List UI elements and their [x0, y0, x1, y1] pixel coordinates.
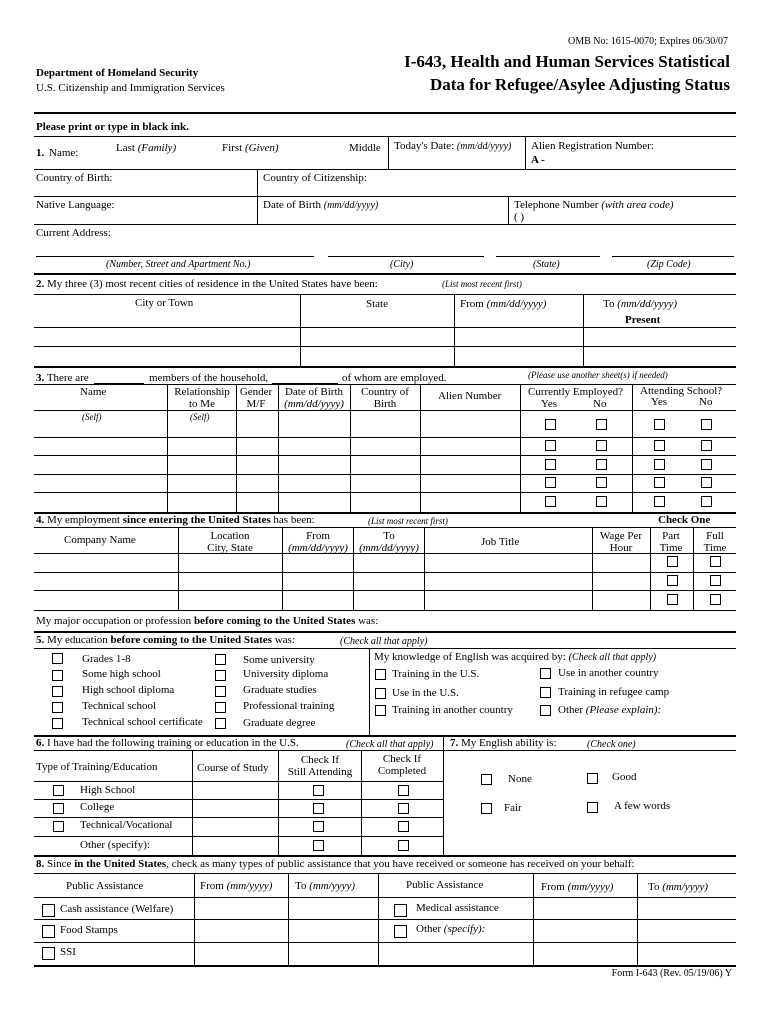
middle-name-label: Middle: [349, 142, 381, 154]
edu-option: Technical school certificate: [82, 716, 203, 728]
eng-option: Other (Please explain):: [558, 704, 662, 716]
divider: [278, 750, 279, 855]
form-title-line-2: Data for Refugee/Asylee Adjusting Status: [429, 75, 730, 94]
section-8-heading: 8. Since in the United States, check as many types of public assistance that you have received or someone has received on your behalf:: [36, 858, 635, 870]
divider: [353, 527, 354, 610]
col-job-title: Job Title: [481, 536, 520, 548]
divider: [300, 294, 301, 366]
divider: [34, 817, 443, 818]
assistance-option: Other (specify):: [416, 923, 486, 935]
training-row-label: College: [80, 801, 115, 813]
yes-label: Yes: [651, 396, 668, 408]
country-of-citizenship-label: Country of Citizenship:: [263, 172, 367, 184]
divider: [34, 327, 736, 328]
col-full-time: Full Time: [703, 530, 727, 554]
divider: [34, 965, 736, 967]
household-text: members of the household,: [149, 372, 269, 384]
col-employed: Currently Employed?: [528, 386, 624, 398]
completed-checkbox[interactable]: [398, 785, 409, 796]
training-high-school-checkbox[interactable]: [53, 785, 64, 796]
col-dob: Date of Birth (mm/dd/yyyy): [284, 386, 344, 410]
divider: [178, 527, 179, 610]
divider: [34, 384, 736, 385]
department-name: Department of Homeland Security: [36, 67, 199, 79]
still-attending-checkbox[interactable]: [313, 840, 324, 851]
eng-training-another-country-checkbox[interactable]: [375, 705, 386, 716]
self-relationship: (Self): [190, 412, 210, 422]
other-assistance-checkbox[interactable]: [394, 925, 407, 938]
another-sheet-note: (Please use another sheet(s) if needed): [528, 370, 668, 380]
col-location: Location City, State: [207, 530, 253, 554]
employed-no-checkbox[interactable]: [596, 477, 607, 488]
school-no-checkbox[interactable]: [701, 477, 712, 488]
divider: [34, 799, 443, 800]
divider: [34, 410, 736, 411]
completed-checkbox[interactable]: [398, 821, 409, 832]
employed-yes-checkbox[interactable]: [545, 496, 556, 507]
agency-name: U.S. Citizenship and Immigration Services: [36, 82, 225, 94]
check-one-label: Check One: [658, 514, 711, 526]
divider: [34, 136, 736, 137]
col-pa-from: From (mm/yyyy): [200, 880, 273, 892]
telephone-label: Telephone Number (with area code): [514, 199, 674, 211]
employed-yes-checkbox[interactable]: [545, 419, 556, 430]
eng-refugee-camp-checkbox[interactable]: [540, 687, 551, 698]
edu-some-high-school-checkbox[interactable]: [52, 670, 63, 681]
no-label: No: [593, 398, 607, 410]
name-label: Name:: [49, 147, 79, 159]
eng-training-us-checkbox[interactable]: [375, 669, 386, 680]
assistance-option: Medical assistance: [416, 902, 499, 914]
eng-option: Use in the U.S.: [392, 687, 459, 699]
school-yes-checkbox[interactable]: [654, 440, 665, 451]
instructions: Please print or type in black ink.: [36, 121, 189, 133]
divider: [34, 112, 736, 114]
divider: [583, 294, 584, 366]
completed-checkbox[interactable]: [398, 840, 409, 851]
divider: [443, 735, 444, 855]
divider: [34, 437, 736, 438]
employed-text: of whom are employed.: [342, 372, 447, 384]
divider: [508, 196, 509, 224]
divider: [369, 648, 370, 735]
col-from: From (mm/dd/yyyy): [460, 298, 547, 310]
still-attending-checkbox[interactable]: [313, 821, 324, 832]
divider: [34, 855, 736, 857]
divider: [34, 572, 736, 573]
divider: [650, 527, 651, 610]
english-option: None: [508, 773, 532, 785]
employed-no-checkbox[interactable]: [596, 496, 607, 507]
self-name: (Self): [82, 412, 102, 422]
edu-professional-training-checkbox[interactable]: [215, 702, 226, 713]
divider: [192, 750, 193, 855]
section-6-heading: 6. I have had the following training or education in the U.S.: [36, 737, 299, 749]
col-completed: Check If Completed: [377, 753, 427, 777]
yes-label: Yes: [541, 398, 558, 410]
divider: [34, 873, 736, 874]
english-none-checkbox[interactable]: [481, 774, 492, 785]
still-attending-checkbox[interactable]: [313, 785, 324, 796]
training-technical-checkbox[interactable]: [53, 821, 64, 832]
divider: [34, 836, 443, 837]
divider: [34, 196, 736, 197]
english-fair-checkbox[interactable]: [481, 803, 492, 814]
edu-option: Some university: [243, 654, 315, 666]
check-all-note: (Check all that apply): [340, 636, 428, 647]
cash-assistance-checkbox[interactable]: [42, 904, 55, 917]
school-no-checkbox[interactable]: [701, 459, 712, 470]
assistance-option: Cash assistance (Welfare): [60, 903, 174, 915]
divider: [34, 750, 443, 751]
english-option: Good: [612, 771, 637, 783]
edu-option: Some high school: [82, 668, 161, 680]
edu-some-university-checkbox[interactable]: [215, 654, 226, 665]
section-7-heading: 7. My English ability is:: [450, 737, 557, 749]
divider: [454, 294, 455, 366]
employed-yes-checkbox[interactable]: [545, 459, 556, 470]
english-option: Fair: [504, 802, 522, 814]
col-part-time: Part Time: [659, 530, 683, 554]
school-yes-checkbox[interactable]: [654, 459, 665, 470]
zip-caption: (Zip Code): [647, 259, 691, 270]
section-5-heading: 5. My education before coming to the United States was:: [36, 634, 295, 646]
edu-option: Technical school: [82, 700, 157, 712]
full-time-checkbox[interactable]: [710, 556, 721, 567]
list-note: (List most recent first): [442, 279, 522, 289]
assistance-option: Food Stamps: [60, 924, 118, 936]
divider: [34, 492, 736, 493]
col-emp-to: To (mm/dd/yyyy): [359, 530, 419, 554]
omb-number: OMB No: 1615-0070; Expires 06/30/07: [568, 36, 728, 47]
divider: [424, 527, 425, 610]
divider: [34, 455, 736, 456]
divider: [34, 346, 736, 347]
edu-grades-1-8-checkbox[interactable]: [52, 653, 63, 664]
section-number: 1.: [36, 147, 45, 159]
col-public-assistance: Public Assistance: [406, 879, 484, 891]
address-state-line: [496, 256, 600, 257]
medical-assistance-checkbox[interactable]: [394, 904, 407, 917]
eng-other-checkbox[interactable]: [540, 705, 551, 716]
eng-option: Training in refugee camp: [558, 686, 670, 698]
school-no-checkbox[interactable]: [701, 496, 712, 507]
country-of-birth-label: Country of Birth:: [36, 172, 113, 184]
address-street-line: [36, 256, 314, 257]
col-city: City or Town: [135, 297, 194, 309]
divider: [34, 919, 736, 920]
address-zip-line: [612, 256, 734, 257]
col-training-type: Type of Training/Education: [36, 761, 158, 773]
divider: [592, 527, 593, 610]
last-name-label: Last (Family): [116, 142, 177, 154]
telephone-area-code: ( ): [514, 211, 525, 223]
major-occupation-label: My major occupation or profession before coming to the United States was:: [36, 615, 379, 627]
english-acquired-label: My knowledge of English was acquired by: (Check all that apply): [374, 651, 657, 663]
divider: [34, 631, 736, 633]
date-of-birth-label: Date of Birth (mm/dd/yyyy): [263, 199, 379, 211]
first-name-label: First (Given): [222, 142, 279, 154]
col-name: Name: [80, 386, 107, 398]
col-state: State: [366, 298, 388, 310]
col-public-assistance: Public Assistance: [66, 880, 144, 892]
eng-option: Training in another country: [392, 704, 513, 716]
full-time-checkbox[interactable]: [710, 575, 721, 586]
eng-use-another-country-checkbox[interactable]: [540, 668, 551, 679]
food-stamps-checkbox[interactable]: [42, 925, 55, 938]
employed-no-checkbox[interactable]: [596, 440, 607, 451]
training-row-label: High School: [80, 784, 136, 796]
school-yes-checkbox[interactable]: [654, 496, 665, 507]
edu-technical-school-checkbox[interactable]: [52, 702, 63, 713]
check-one-note: (Check one): [587, 739, 636, 750]
divider: [34, 366, 736, 368]
edu-option: Professional training: [243, 700, 335, 712]
section-3-heading: 3. There are: [36, 372, 89, 384]
divider: [443, 750, 736, 751]
edu-option: University diploma: [243, 668, 329, 680]
divider: [34, 942, 736, 943]
divider: [361, 750, 362, 855]
school-yes-checkbox[interactable]: [654, 477, 665, 488]
english-good-checkbox[interactable]: [587, 773, 598, 784]
employed-yes-checkbox[interactable]: [545, 477, 556, 488]
col-wage: Wage Per Hour: [599, 530, 643, 554]
divider: [693, 527, 694, 610]
list-note: (List most recent first): [368, 516, 448, 526]
col-country: Country of Birth: [361, 386, 409, 410]
section-4-heading: 4. My employment since entering the United States has been:: [36, 514, 315, 526]
present-label: Present: [625, 314, 661, 326]
still-attending-checkbox[interactable]: [313, 803, 324, 814]
no-label: No: [699, 396, 713, 408]
employed-yes-checkbox[interactable]: [545, 440, 556, 451]
edu-high-school-diploma-checkbox[interactable]: [52, 686, 63, 697]
school-yes-checkbox[interactable]: [654, 419, 665, 430]
todays-date-label: Today's Date: (mm/dd/yyyy): [394, 140, 512, 152]
form-title-line-1: I-643, Health and Human Services Statistical: [404, 52, 730, 71]
col-pa-to: To (mm/yyyy): [295, 880, 356, 892]
divider: [34, 781, 443, 782]
divider: [282, 527, 283, 610]
street-caption: (Number, Street and Apartment No.): [106, 259, 251, 270]
divider: [34, 553, 736, 554]
employed-no-checkbox[interactable]: [596, 459, 607, 470]
edu-university-diploma-checkbox[interactable]: [215, 670, 226, 681]
alien-registration-label: Alien Registration Number:: [531, 140, 654, 152]
divider: [34, 527, 736, 528]
divider: [34, 897, 736, 898]
divider: [34, 294, 736, 295]
divider: [388, 136, 389, 169]
section-2-heading: 2. My three (3) most recent cities of residence in the United States have been:: [36, 278, 378, 290]
ssi-checkbox[interactable]: [42, 947, 55, 960]
check-all-note: (Check all that apply): [346, 739, 434, 750]
address-city-line: [328, 256, 484, 257]
city-caption: (City): [390, 259, 414, 270]
divider: [34, 474, 736, 475]
assistance-option: SSI: [60, 946, 76, 958]
current-address-label: Current Address:: [36, 227, 111, 239]
english-option: A few words: [614, 800, 671, 812]
edu-graduate-studies-checkbox[interactable]: [215, 686, 226, 697]
part-time-checkbox[interactable]: [667, 556, 678, 567]
english-few-words-checkbox[interactable]: [587, 802, 598, 813]
edu-option: Grades 1-8: [82, 653, 131, 665]
divider: [34, 224, 736, 225]
col-still-attending: Check If Still Attending: [287, 754, 353, 778]
edu-graduate-degree-checkbox[interactable]: [215, 718, 226, 729]
col-to: To (mm/dd/yyyy): [603, 298, 678, 310]
divider: [525, 136, 526, 169]
full-time-checkbox[interactable]: [710, 594, 721, 605]
completed-checkbox[interactable]: [398, 803, 409, 814]
edu-technical-certificate-checkbox[interactable]: [52, 718, 63, 729]
edu-option: Graduate degree: [243, 717, 316, 729]
school-no-checkbox[interactable]: [701, 440, 712, 451]
col-relationship: Relationship to Me: [174, 386, 230, 410]
divider: [34, 610, 736, 611]
part-time-checkbox[interactable]: [667, 575, 678, 586]
eng-option: Training in the U.S.: [392, 668, 480, 680]
col-gender: Gender M/F: [239, 386, 273, 410]
col-alien-number: Alien Number: [438, 390, 502, 402]
eng-use-us-checkbox[interactable]: [375, 688, 386, 699]
training-row-label: Other (specify):: [80, 839, 150, 851]
native-language-label: Native Language:: [36, 199, 115, 211]
edu-option: Graduate studies: [243, 684, 317, 696]
divider: [34, 273, 736, 275]
edu-option: High school diploma: [82, 684, 175, 696]
divider: [34, 590, 736, 591]
form-revision: Form I-643 (Rev. 05/19/06) Y: [611, 968, 732, 979]
state-caption: (State): [533, 259, 560, 270]
alien-prefix: A -: [531, 154, 545, 166]
col-company: Company Name: [64, 534, 136, 546]
divider: [34, 648, 736, 649]
employed-no-checkbox[interactable]: [596, 419, 607, 430]
col-emp-from: From (mm/dd/yyyy): [288, 530, 348, 554]
training-row-label: Technical/Vocational: [80, 819, 173, 831]
col-pa-to: To (mm/yyyy): [648, 881, 709, 893]
divider: [34, 169, 736, 170]
col-school: Attending School?: [640, 385, 723, 397]
part-time-checkbox[interactable]: [667, 594, 678, 605]
school-no-checkbox[interactable]: [701, 419, 712, 430]
eng-option: Use in another country: [558, 667, 659, 679]
col-course: Course of Study: [197, 762, 269, 774]
col-pa-from: From (mm/yyyy): [541, 881, 614, 893]
training-college-checkbox[interactable]: [53, 803, 64, 814]
